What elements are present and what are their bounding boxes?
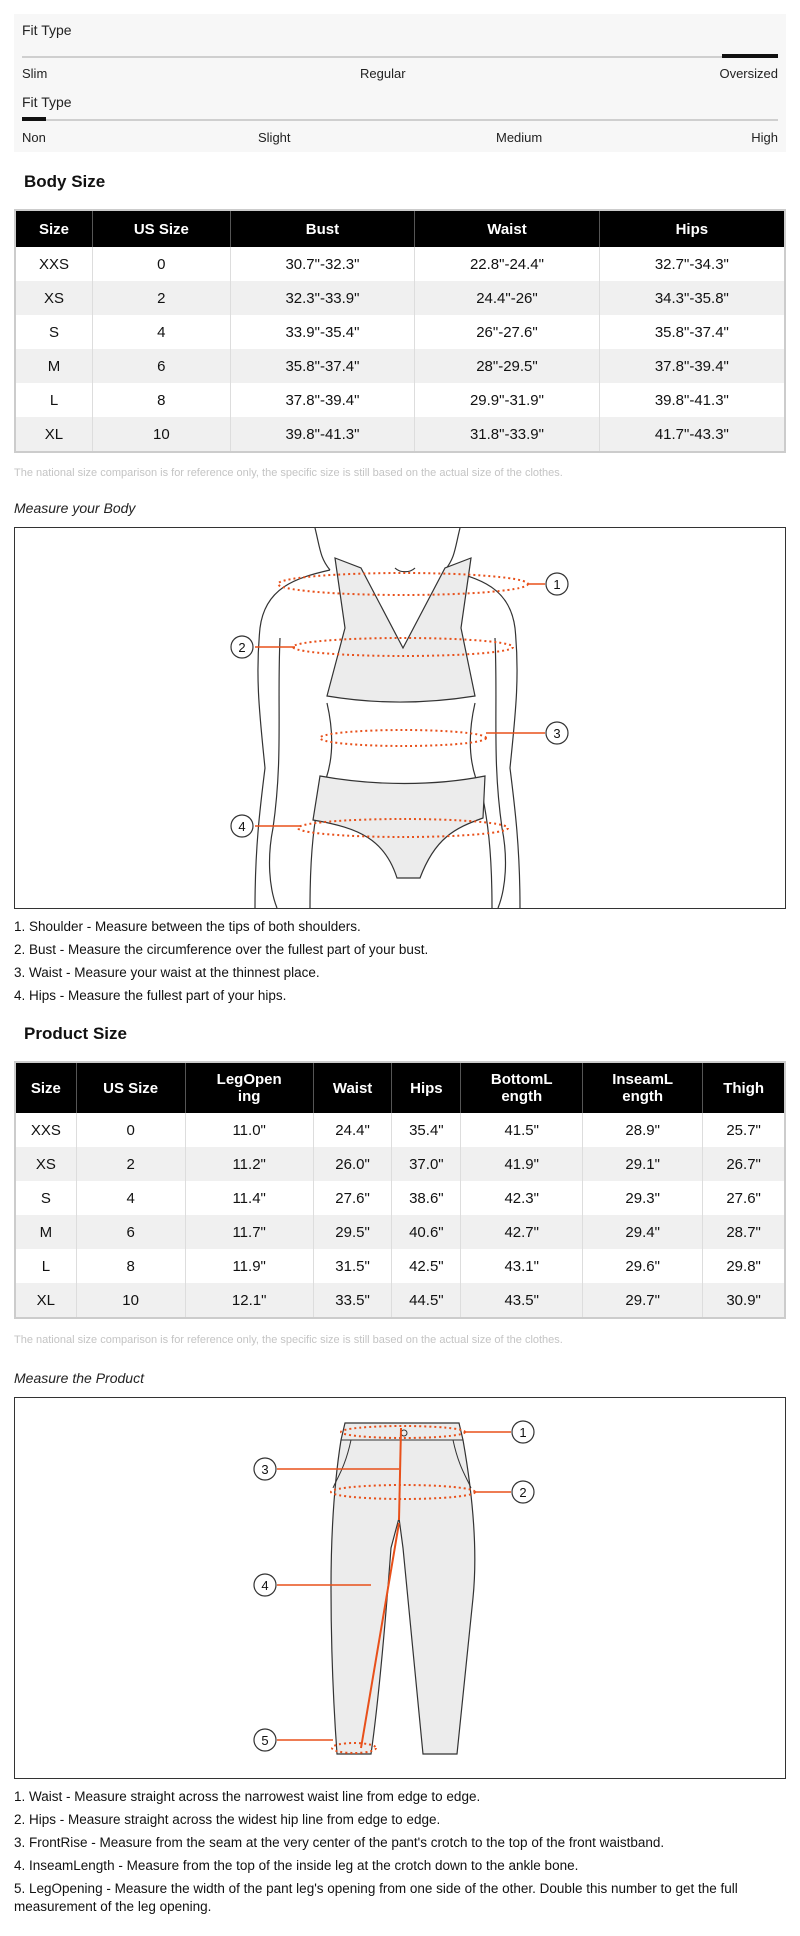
table-row (15, 1113, 785, 1147)
fit-label-regular: Regular (360, 66, 406, 81)
table-cell: 37.0" (392, 1147, 461, 1181)
instruction-item: 3. Waist - Measure your waist at the thinnest place. (14, 965, 320, 980)
instruction-item: 1. Shoulder - Measure between the tips of both shoulders. (14, 919, 361, 934)
fit-label-slim: Slim (22, 66, 48, 81)
callout-2-label: 2 (238, 640, 246, 655)
product-size-header-cell: BottomL ength (461, 1062, 583, 1113)
table-cell: XL (15, 1283, 76, 1318)
table-cell: 27.6" (313, 1181, 392, 1215)
callout-4-label: 4 (238, 819, 246, 834)
table-cell: 24.4"-26" (415, 281, 600, 315)
table-cell: 4 (92, 315, 230, 349)
shoulder-measure-line (278, 573, 528, 595)
table-cell: 29.8" (726, 1257, 761, 1275)
table-cell: 28.9" (583, 1113, 703, 1147)
table-cell: 31.5" (313, 1249, 392, 1283)
table-row (15, 1283, 785, 1318)
product-size-table (14, 1061, 786, 1319)
table-row (15, 1147, 785, 1181)
fit-type-marker (722, 54, 778, 58)
table-cell: 38.6" (392, 1181, 461, 1215)
table-cell: 10 (76, 1283, 185, 1318)
table-cell: 6 (76, 1215, 185, 1249)
table-cell: 22.8"-24.4" (415, 247, 600, 281)
body-size-header-cell: Size (15, 210, 92, 247)
fit-type-panel (14, 14, 786, 152)
body-size-header-cell: US Size (92, 210, 230, 247)
product-size-header-cell: InseamL ength (583, 1062, 703, 1113)
measure-product-heading: Measure the Product (14, 1370, 144, 1386)
product-size-note: The national size comparison is for reference only, the specific size is still based on the actual size of the clothes. (14, 1334, 563, 1346)
table-cell: 41.7"-43.3" (599, 417, 785, 452)
table-cell: 11.9" (185, 1249, 313, 1283)
callout-2-label: 2 (519, 1485, 527, 1500)
table-cell: 0 (92, 247, 230, 281)
table-cell: 29.9"-31.9" (415, 383, 600, 417)
table-cell: 29.1" (583, 1147, 703, 1181)
product-instructions (14, 1788, 784, 1916)
fit-label-medium: Medium (496, 130, 543, 145)
table-cell: 37.8"-39.4" (230, 383, 415, 417)
pants-illustration (15, 1398, 785, 1778)
table-cell: 33.9"-35.4" (230, 315, 415, 349)
table-cell: 39.8"-41.3" (230, 417, 415, 452)
product-size-header-cell: Thigh (703, 1062, 785, 1113)
table-cell: 11.2" (185, 1147, 313, 1181)
table-cell: XS (15, 1147, 76, 1181)
fit-label-oversized: Oversized (719, 66, 778, 81)
table-cell: XXS (15, 1113, 76, 1147)
product-size-header-cell: Size (15, 1062, 76, 1113)
table-cell: 29.5" (313, 1215, 392, 1249)
table-cell: 26.0" (313, 1147, 392, 1181)
product-size-header-cell: Hips (392, 1062, 461, 1113)
body-size-table (14, 209, 786, 453)
fit-type-track (22, 56, 778, 58)
product-size-header-cell: Waist (313, 1062, 392, 1113)
body-size-header-cell: Hips (599, 210, 785, 247)
table-cell: 6 (92, 349, 230, 383)
table-cell: L (15, 1249, 76, 1283)
fit-label-slight: Slight (258, 130, 291, 145)
table-row (15, 281, 785, 315)
measure-body-heading: Measure your Body (14, 500, 136, 516)
instruction-item: 4. InseamLength - Measure from the top of the inside leg at the crotch down to the ankle bone. (14, 1858, 579, 1873)
table-cell: 29.6" (583, 1249, 703, 1283)
table-cell: 11.4" (185, 1181, 313, 1215)
table-cell: 33.5" (313, 1283, 392, 1318)
table-cell: 31.8"-33.9" (415, 417, 600, 452)
table-cell: 26.7" (703, 1147, 785, 1181)
table-cell: 10 (92, 417, 230, 452)
table-cell: 2 (76, 1147, 185, 1181)
table-cell: M (15, 1215, 76, 1249)
fit-type-title: Fit Type (22, 94, 72, 110)
product-size-header-cell: LegOpen ing (185, 1062, 313, 1113)
table-cell: 29.7" (583, 1283, 703, 1318)
table-row (15, 383, 785, 417)
fit-type-track (22, 119, 778, 121)
table-cell: 0 (76, 1113, 185, 1147)
fit-label-high: High (751, 130, 778, 145)
table-cell: 40.6" (392, 1215, 461, 1249)
table-cell: XL (15, 417, 92, 452)
table-cell: 24.4" (313, 1113, 392, 1147)
table-cell: 8 (76, 1249, 185, 1283)
table-cell: 37.8"-39.4" (599, 349, 785, 383)
instruction-item: 5. LegOpening - Measure the width of the pant leg's opening from one side of the other. Double this number to get the full measurement of the leg opening. (14, 1881, 738, 1915)
waist-measure-line (320, 730, 486, 746)
table-cell: 42.3" (461, 1181, 583, 1215)
body-size-note: The national size comparison is for reference only, the specific size is still based on the actual size of the clothes. (14, 467, 563, 479)
body-diagram (14, 527, 786, 909)
table-cell: 41.5" (461, 1113, 583, 1147)
table-cell: 29.4" (583, 1215, 703, 1249)
body-size-header-cell: Bust (230, 210, 415, 247)
product-size-title: Product Size (24, 1024, 127, 1043)
table-cell: 28"-29.5" (415, 349, 600, 383)
table-cell: 12.1" (185, 1283, 313, 1318)
table-cell: S (15, 1181, 76, 1215)
table-cell: 39.8"-41.3" (654, 391, 729, 409)
instruction-item: 1. Waist - Measure straight across the narrowest waist line from edge to edge. (14, 1789, 481, 1804)
instruction-item: 4. Hips - Measure the fullest part of your hips. (14, 988, 287, 1003)
table-cell: L (15, 383, 92, 417)
table-cell: 34.3"-35.8" (599, 281, 785, 315)
table-cell: 27.6" (726, 1189, 761, 1207)
table-cell: 35.4" (392, 1113, 461, 1147)
table-cell: 30.9" (703, 1283, 785, 1318)
table-cell: 26"-27.6" (415, 315, 600, 349)
fit-type-marker (22, 117, 46, 121)
table-cell: 43.5" (461, 1283, 583, 1318)
table-cell: 42.7" (461, 1215, 583, 1249)
table-cell: XXS (15, 247, 92, 281)
table-cell: 2 (92, 281, 230, 315)
table-cell: 32.3"-33.9" (230, 281, 415, 315)
table-row (15, 1249, 785, 1283)
table-cell: 28.7" (703, 1215, 785, 1249)
callout-4-label: 4 (261, 1578, 269, 1593)
table-cell: 32.7"-34.3" (654, 255, 729, 273)
callout-5-label: 5 (261, 1733, 269, 1748)
body-figure-illustration (15, 528, 785, 908)
table-cell: 42.5" (392, 1249, 461, 1283)
instruction-item: 2. Hips - Measure straight across the widest hip line from edge to edge. (14, 1812, 441, 1827)
table-row (15, 349, 785, 383)
callout-1-label: 1 (553, 577, 561, 592)
table-cell: 11.7" (185, 1215, 313, 1249)
table-cell: 43.1" (461, 1249, 583, 1283)
body-size-header-cell: Waist (415, 210, 600, 247)
callout-3-label: 3 (553, 726, 561, 741)
table-row (15, 247, 785, 281)
table-cell: 25.7" (726, 1121, 761, 1139)
callout-1-label: 1 (519, 1425, 527, 1440)
table-cell: 29.3" (583, 1181, 703, 1215)
body-size-title: Body Size (24, 172, 106, 191)
product-diagram (14, 1397, 786, 1779)
table-row (15, 417, 785, 452)
table-cell: 4 (76, 1181, 185, 1215)
fit-label-non: Non (22, 130, 46, 145)
instruction-item: 2. Bust - Measure the circumference over the fullest part of your bust. (14, 942, 429, 957)
table-row (15, 1215, 785, 1249)
product-size-header-cell: US Size (76, 1062, 185, 1113)
callout-3-label: 3 (261, 1462, 269, 1477)
table-cell: 44.5" (392, 1283, 461, 1318)
instruction-item: 3. FrontRise - Measure from the seam at the very center of the pant's crotch to the top of the front waistband. (14, 1835, 665, 1850)
table-cell: 8 (92, 383, 230, 417)
table-cell: 11.0" (185, 1113, 313, 1147)
fit-type-title: Fit Type (22, 22, 72, 38)
table-cell: XS (15, 281, 92, 315)
table-row (15, 315, 785, 349)
table-cell: 35.8"-37.4" (230, 349, 415, 383)
body-instructions (14, 918, 784, 1010)
fit-type-slider-1 (22, 22, 778, 82)
table-cell: 41.9" (461, 1147, 583, 1181)
fit-type-slider-2 (22, 94, 778, 154)
table-row (15, 1181, 785, 1215)
table-cell: 35.8"-37.4" (654, 323, 729, 341)
table-cell: M (15, 349, 92, 383)
table-cell: 30.7"-32.3" (230, 247, 415, 281)
table-cell: S (15, 315, 92, 349)
